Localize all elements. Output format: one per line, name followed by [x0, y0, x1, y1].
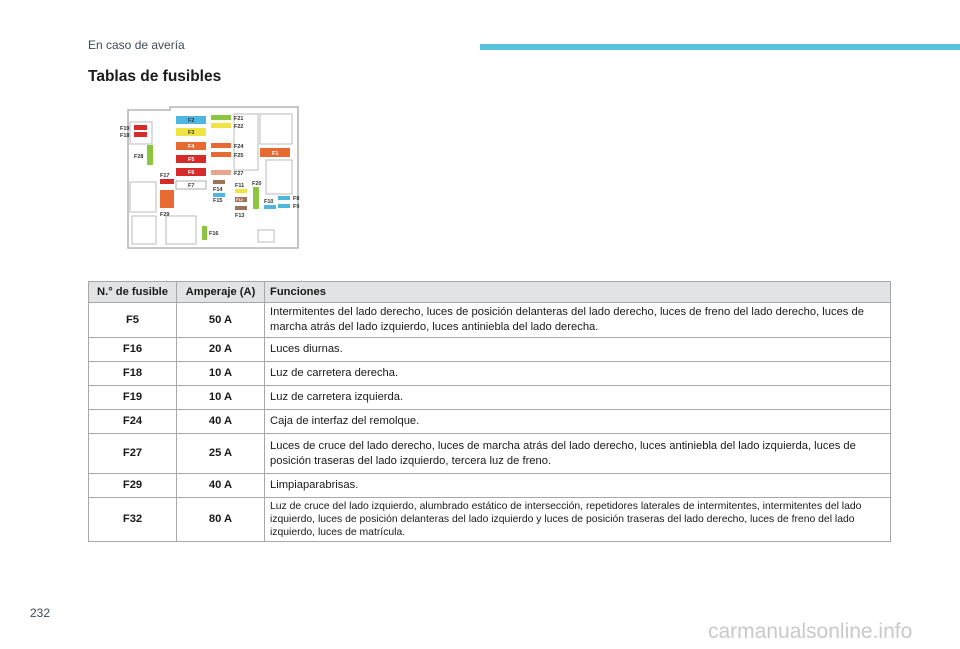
fuse-number-cell: F24 — [89, 410, 177, 434]
fuse-label-f1: F1 — [272, 151, 279, 157]
table-row — [89, 410, 891, 434]
fuse-label-f22: F22 — [234, 124, 244, 130]
fuse-label-f10: F10 — [264, 199, 274, 205]
fuse-f17 — [160, 179, 174, 184]
column-header-functions: Funciones — [265, 282, 891, 303]
fuse-f18 — [134, 132, 147, 137]
amperage-cell: 50 A — [177, 303, 265, 338]
functions-cell: Caja de interfaz del remolque. — [265, 410, 891, 434]
fuse-label-f19: F19 — [120, 126, 130, 132]
housing-block — [234, 114, 258, 170]
fuse-box-diagram — [110, 98, 310, 258]
housing-block — [130, 182, 156, 212]
fuse-f15 — [213, 193, 225, 197]
housing-block — [266, 160, 292, 194]
fuse-label-f21: F21 — [234, 116, 244, 122]
fuse-label-f16: F16 — [209, 231, 219, 237]
fuse-number-cell: F29 — [89, 474, 177, 498]
functions-cell: Intermitentes del lado derecho, luces de posición delanteras del lado derecho, luces de freno del lado derecho, luces de marcha atrás del lado izquierdo, luces antiniebla del lado derecha. — [265, 303, 891, 338]
fuse-label-f9: F9 — [293, 204, 300, 210]
fuse-f11 — [235, 189, 247, 193]
fuse-number-cell: F32 — [89, 498, 177, 542]
fuse-label-f11: F11 — [235, 183, 245, 189]
table-row — [89, 386, 891, 410]
section-label: En caso de avería — [88, 38, 185, 52]
table-header-row — [89, 282, 891, 303]
functions-cell: Luz de carretera derecha. — [265, 362, 891, 386]
column-header-amperage: Amperaje (A) — [177, 282, 265, 303]
fuse-f8 — [278, 196, 290, 200]
fuse-table — [88, 281, 891, 542]
table-row — [89, 474, 891, 498]
fuse-number-cell: F18 — [89, 362, 177, 386]
fuse-f10 — [264, 205, 276, 209]
fuse-f16 — [202, 226, 207, 240]
fuse-f9 — [278, 204, 290, 208]
fuse-label-f15: F15 — [213, 198, 223, 204]
fuse-label-f12: F12 — [236, 197, 243, 202]
fuse-f24 — [211, 143, 231, 148]
functions-cell: Luz de cruce del lado izquierdo, alumbrado estático de intersección, repetidores laterales de intermitentes, intermitentes del lado izquierdo, luces de posición delanteras del lado izquierdo y luces de posición traseras del lado derecho, luces de freno del lado izquierdo, luces de matrícula. — [265, 498, 891, 542]
fuse-label-f20: F20 — [252, 181, 262, 187]
fuse-number-cell: F19 — [89, 386, 177, 410]
housing-block — [260, 114, 292, 144]
housing-block — [132, 216, 156, 244]
fuse-f13 — [235, 206, 247, 210]
housing-block — [258, 230, 274, 242]
fuse-label-f2: F2 — [188, 118, 195, 124]
column-header-fuse: N.° de fusible — [89, 282, 177, 303]
amperage-cell: 25 A — [177, 434, 265, 474]
functions-cell: Limpiaparabrisas. — [265, 474, 891, 498]
fuse-f29 — [160, 190, 174, 208]
amperage-cell: 10 A — [177, 362, 265, 386]
fuse-number-cell: F16 — [89, 338, 177, 362]
amperage-cell: 40 A — [177, 474, 265, 498]
fuse-f27 — [211, 170, 231, 175]
functions-cell: Luces diurnas. — [265, 338, 891, 362]
fuse-label-f4: F4 — [188, 144, 195, 150]
fuse-label-f13: F13 — [235, 213, 245, 219]
fuse-label-f24: F24 — [234, 144, 244, 150]
fuse-label-f7: F7 — [188, 183, 195, 189]
fuse-label-f25: F25 — [234, 153, 244, 159]
fuse-label-f3: F3 — [188, 130, 195, 136]
fuse-box-outline — [128, 107, 298, 248]
table-row — [89, 362, 891, 386]
functions-cell: Luz de carretera izquierda. — [265, 386, 891, 410]
fuse-number-cell: F5 — [89, 303, 177, 338]
fuse-f19 — [134, 125, 147, 130]
amperage-cell: 10 A — [177, 386, 265, 410]
table-row — [89, 303, 891, 338]
fuse-f28 — [147, 145, 153, 165]
amperage-cell: 20 A — [177, 338, 265, 362]
amperage-cell: 40 A — [177, 410, 265, 434]
fuse-label-f8: F8 — [293, 196, 300, 202]
fuse-label-f6: F6 — [188, 170, 195, 176]
fuse-label-f5: F5 — [188, 157, 195, 163]
table-row — [89, 498, 891, 542]
fuse-label-f27: F27 — [234, 171, 244, 177]
table-row — [89, 338, 891, 362]
fuse-label-f14: F14 — [213, 187, 223, 193]
fuse-f21 — [211, 115, 231, 120]
watermark: carmanualsonline.info — [708, 620, 913, 643]
fuse-f25 — [211, 152, 231, 157]
page-title: Tablas de fusibles — [88, 68, 222, 85]
fuse-label-f17: F17 — [160, 173, 170, 179]
fuse-number-cell: F27 — [89, 434, 177, 474]
page-number: 232 — [30, 606, 51, 620]
fuse-f14 — [213, 180, 225, 184]
housing-block — [166, 216, 196, 244]
fuse-label-f18: F18 — [120, 133, 130, 139]
amperage-cell: 80 A — [177, 498, 265, 542]
fuse-f20 — [253, 187, 259, 209]
fuse-label-f29: F29 — [160, 212, 170, 218]
table-row — [89, 434, 891, 474]
fuse-f22 — [211, 123, 231, 128]
header-accent-bar — [480, 44, 960, 50]
fuse-label-f28: F28 — [134, 154, 144, 160]
functions-cell: Luces de cruce del lado derecho, luces de marcha atrás del lado derecho, luces antiniebla del lado izquierda, luces de posición traseras del lado izquierdo, tercera luz de freno. — [265, 434, 891, 474]
